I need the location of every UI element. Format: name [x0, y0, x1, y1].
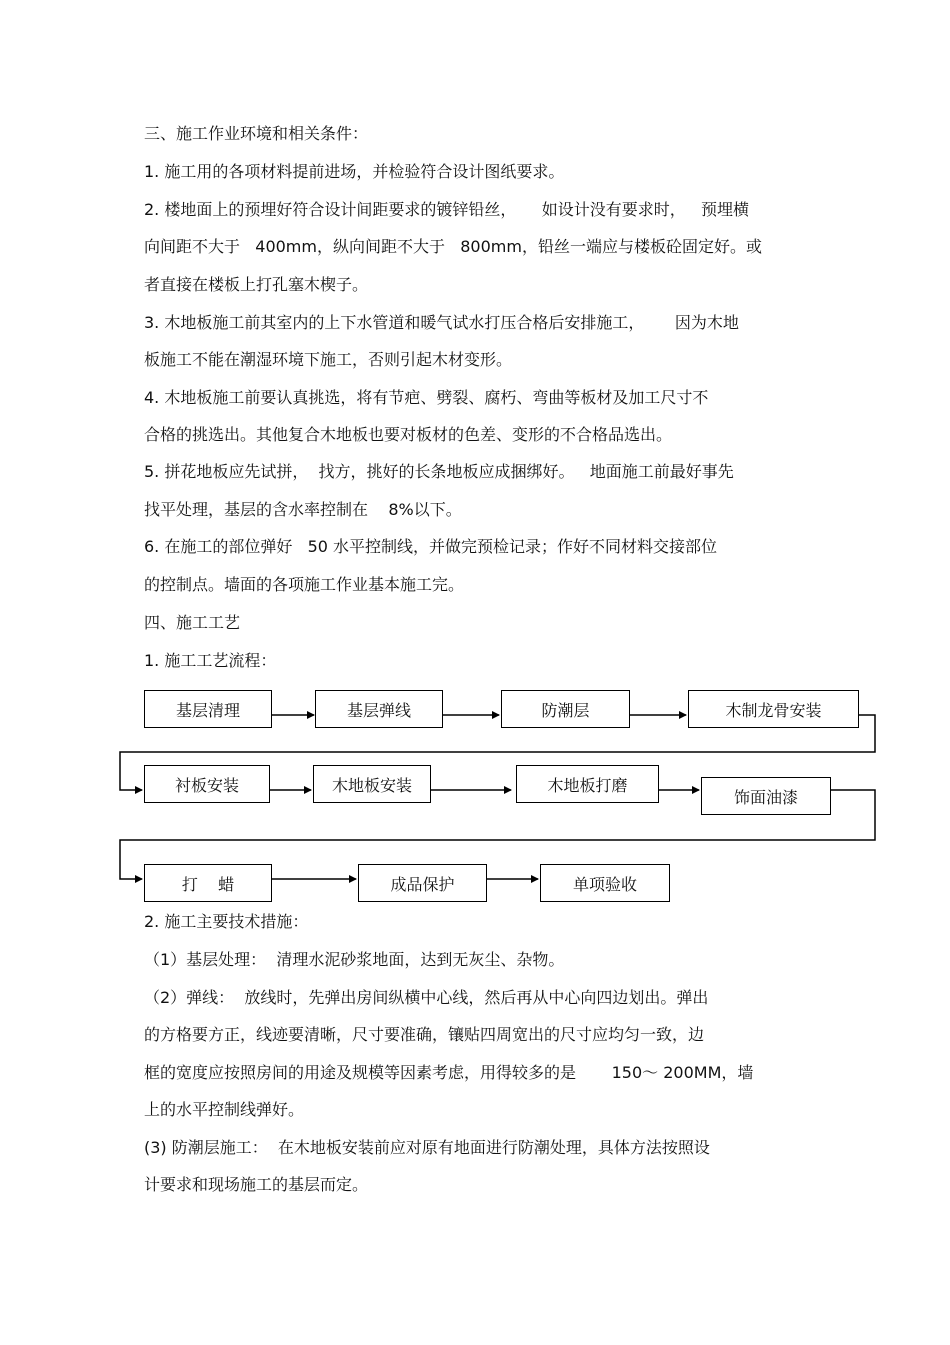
paragraph-line: 3. 木地板施工前其室内的上下水管道和暖气试水打压合格后安排施工， 因为木地 — [144, 313, 739, 332]
section-heading-4: 四、施工工艺 — [144, 613, 241, 632]
flow-step-wood-floor-install: 木地板安装 — [313, 765, 431, 803]
paragraph-line: 1. 施工用的各项材料提前进场，并检验符合设计图纸要求。 — [144, 162, 565, 181]
measure-line: 框的宽度应按照房间的用途及规模等因素考虑，用得较多的是 150～ 200MM，墙 — [144, 1063, 754, 1082]
paragraph-line: 找平处理，基层的含水率控制在 8%以下。 — [144, 500, 462, 519]
measure-line: (3) 防潮层施工： 在木地板安装前应对原有地面进行防潮处理，具体方法按照设 — [144, 1138, 710, 1157]
measure-line: 的方格要方正，线迹要清晰，尺寸要准确，镶贴四周宽出的尺寸应均匀一致，边 — [144, 1025, 705, 1044]
flow-step-base-cleaning: 基层清理 — [144, 690, 272, 728]
section-heading-3: 三、施工作业环境和相关条件： — [144, 124, 369, 143]
paragraph-line: 向间距不大于 400mm，纵向间距不大于 800mm，铅丝一端应与楼板砼固定好。或 — [144, 237, 762, 256]
paragraph-line: 的控制点。墙面的各项施工作业基本施工完。 — [144, 575, 465, 594]
measure-line: （2）弹线： 放线时，先弹出房间纵横中心线，然后再从中心向四边划出。弹出 — [144, 988, 709, 1007]
paragraph-line: 5. 拼花地板应先试拼， 找方，挑好的长条地板应成捆绑好。 地面施工前最好事先 — [144, 462, 734, 481]
paragraph-line: 2. 楼地面上的预埋好符合设计间距要求的镀锌铅丝， 如设计没有要求时， 预埋横 — [144, 200, 750, 219]
measure-line: （1）基层处理： 清理水泥砂浆地面，达到无灰尘、杂物。 — [144, 950, 565, 969]
measure-line: 上的水平控制线弹好。 — [144, 1100, 305, 1119]
flow-step-wood-keel: 木制龙骨安装 — [688, 690, 859, 728]
flow-step-moisture-barrier: 防潮层 — [501, 690, 630, 728]
flow-title: 1. 施工工艺流程： — [144, 651, 277, 670]
paragraph-line: 合格的挑选出。其他复合木地板也要对板材的色差、变形的不合格品选出。 — [144, 425, 673, 444]
flow-step-finish-painting: 饰面油漆 — [701, 777, 831, 815]
flow-step-waxing: 打 蜡 — [144, 864, 272, 902]
paragraph-line: 6. 在施工的部位弹好 50 水平控制线，并做完预检记录；作好不同材料交接部位 — [144, 537, 718, 556]
flow-step-acceptance: 单项验收 — [540, 864, 670, 902]
flow-step-wood-floor-sanding: 木地板打磨 — [516, 765, 659, 803]
flow-step-product-protection: 成品保护 — [358, 864, 487, 902]
paragraph-line: 板施工不能在潮湿环境下施工，否则引起木材变形。 — [144, 350, 513, 369]
paragraph-line: 4. 木地板施工前要认真挑选，将有节疤、劈裂、腐朽、弯曲等板材及加工尺寸不 — [144, 388, 709, 407]
flow-step-underlay: 衬板安装 — [144, 765, 270, 803]
paragraph-line: 者直接在楼板上打孔塞木楔子。 — [144, 275, 369, 294]
measure-line: 计要求和现场施工的基层而定。 — [144, 1175, 369, 1194]
measures-title: 2. 施工主要技术措施： — [144, 912, 309, 931]
flow-step-base-marking: 基层弹线 — [315, 690, 443, 728]
